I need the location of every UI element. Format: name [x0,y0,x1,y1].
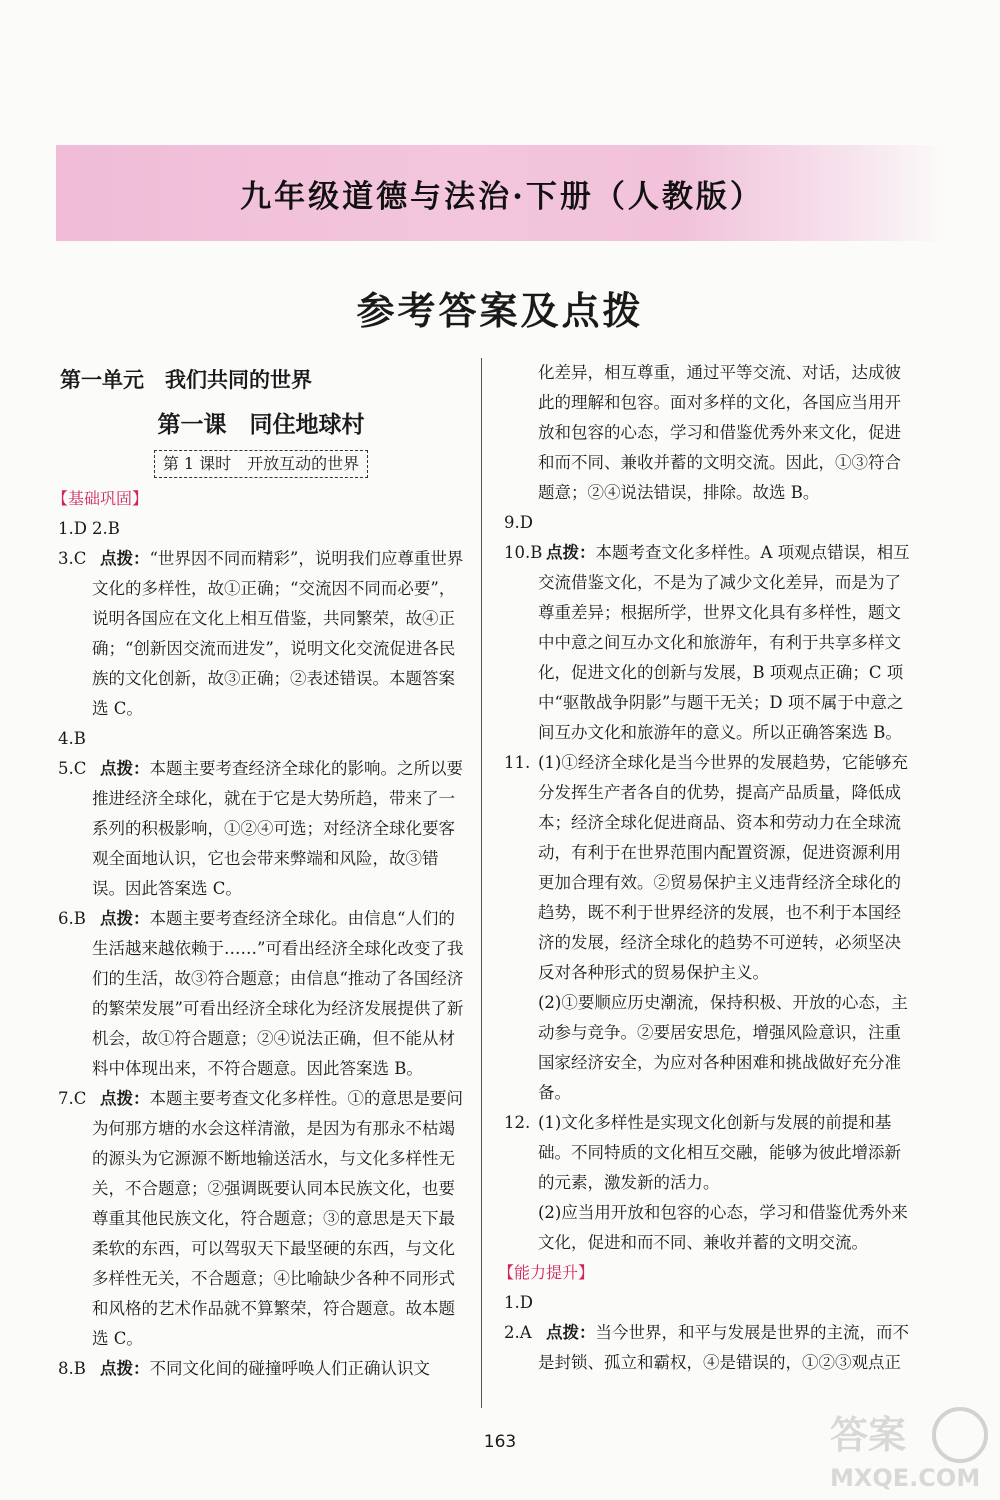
page-number: 163 [483,1432,517,1452]
lesson-title: 第一课 同住地球村 [157,411,365,438]
answer-number: 7.C [58,1089,87,1108]
watermark-text: 答案 [830,1413,907,1457]
hint-label: 点拨： [546,1323,596,1342]
answer-text: 当今世界，和平与发展是世界的主流，而不是封锁、孤立和霸权，④是错误的，①②③观点正 [538,1323,909,1372]
page-title: 参考答案及点拨 [356,288,644,333]
answer-text: 本题主要考查文化多样性。①的意思是要问为何那方塘的水会这样清澈，是因为有那永不枯竭的源头为它源源不断地输送活水，与文化多样性无关，不合题意；②强调既要认同本民族文化，也要尊重其他民族文化，符合题意；③的意思是天下最柔软的东西，可以驾驭天下最坚硬的东西，与文化多样性无关，不合题意；④比喻缺少各种不同形式和风格的艺术作品就不算繁荣，符合题意。故本题选 C。 [92,1089,463,1348]
answer-subpart: (2)①要顺应历史潮流，保持积极、开放的心态，主动参与竞争。②要居安思危，增强风险意识，注重国家经济安全，为应对各种困难和挑战做好充分准备。 [538,993,908,1102]
answer-continuation: 化差异，相互尊重，通过平等交流、对话，达成彼此的理解和包容。面对多样的文化，各国应当用开放和包容的心态，学习和借鉴优秀外来文化，促进和而不同、兼收并蓄的文明交流。因此，①③符合题意；②④说法错误，排除。故选 B。 [538,363,901,502]
answer-item [52,514,470,544]
answer-item [498,1108,916,1198]
answer-item [52,754,470,904]
answer-item [498,508,916,538]
answer-number: 12. [504,1113,531,1132]
answer-text: (1)文化多样性是实现文化创新与发展的前提和基础。不同特质的文化相互交融，能够为彼此增添新的元素，激发新的活力。 [538,1113,901,1192]
answer-text: (1)①经济全球化是当今世界的发展趋势，它能够充分发挥生产者各自的优势，提高产品质量，降低成本；经济全球化促进商品、资本和劳动力在全球流动，有利于在世界范围内配置资源，促进资源利用更加合理有效。②贸易保护主义违背经济全球化的趋势，既不利于世界经济的发展，也不利于本国经济的发展，经济全球化的趋势不可逆转，必须坚决反对各种形式的贸易保护主义。 [538,753,908,982]
left-column [52,358,470,1384]
answer-text: “世界因不同而精彩”，说明我们应尊重世界文化的多样性，故①正确；“交流因不同而必要”，说明各国应在文化上相互借鉴，共同繁荣，故④正确；“创新因交流而进发”，说明文化交流促进各民族的文化创新，故③正确；②表述错误。本题答案选 C。 [92,549,464,718]
answer-item [498,1318,916,1378]
answer-text: 本题主要考查经济全球化的影响。之所以要推进经济全球化，就在于它是大势所趋，带来了一系列的积极影响，①②④可选；对经济全球化要客观全面地认识，它也会带来弊端和风险，故③错误。因此答案选 C。 [92,759,463,898]
book-title: 九年级道德与法治·下册（人教版） [240,178,764,215]
answer-number: 3.C [58,549,87,568]
answer-item [498,538,916,748]
answer-item [52,904,470,1084]
answer-number: 1.D [58,519,87,538]
answer-number: 2.A [504,1323,532,1342]
column-divider [481,358,482,1408]
right-column [498,358,916,1378]
answer-item [52,544,470,724]
section-basic: 【基础巩固】 [52,489,149,508]
answer-text: 不同文化间的碰撞呼唤人们正确认识文 [149,1359,430,1378]
unit-title: 第一单元 我们共同的世界 [60,367,312,392]
answer-number: 5.C [58,759,87,778]
hint-label: 点拨： [100,759,150,778]
hint-label: 点拨： [100,1359,150,1378]
hint-label: 点拨： [100,909,150,928]
answer-subpart: (2)应当用开放和包容的心态，学习和借鉴优秀外来文化，促进和而不同、兼收并蓄的文明交流。 [538,1203,908,1252]
answer-item [498,748,916,988]
answer-number: 8.B [58,1359,86,1378]
answer-text: 本题主要考查经济全球化。由信息“人们的生活越来越依赖于……”可看出经济全球化改变了我们的生活，故③符合题意；由信息“推动了各国经济的繁荣发展”可看出经济全球化为经济发展提供了新机会，故①符合题意；②④说法正确，但不能从材料中体现出来，不符合题意。因此答案选 B。 [92,909,464,1078]
answer-item [52,724,470,754]
answer-number: 4.B [58,729,86,748]
period-wrap [52,450,470,484]
answer-number: 6.B [58,909,86,928]
hint-label: 点拨： [100,1089,150,1108]
answer-number: 9.D [504,513,533,532]
answer-number: 10.B [504,543,543,562]
section-advance: 【能力提升】 [498,1263,595,1282]
hint-label: 点拨： [100,549,150,568]
answer-item [52,1354,470,1384]
answer-text: 2.B [92,519,120,538]
answer-text: 本题考查文化多样性。A 项观点错误，相互交流借鉴文化，不是为了减少文化差异，而是为了尊重差异；根据所学，世界文化具有多样性，题文中中意之间互办文化和旅游年，有利于共享多样文化，促进文化的创新与发展，B 项观点正确；C 项中“驱散战争阴影”与题干无关；D 项不属于中意之间互办文化和旅游年的意义。所以正确答案选 B。 [538,543,910,742]
watermark-url: MXQE.COM [830,1464,981,1492]
answer-item [52,1084,470,1354]
answer-item [498,1288,916,1318]
hint-label: 点拨： [546,543,596,562]
answer-number: 1.D [504,1293,533,1312]
period-title: 第 1 课时 开放互动的世界 [154,450,368,478]
answer-number: 11. [504,753,531,772]
